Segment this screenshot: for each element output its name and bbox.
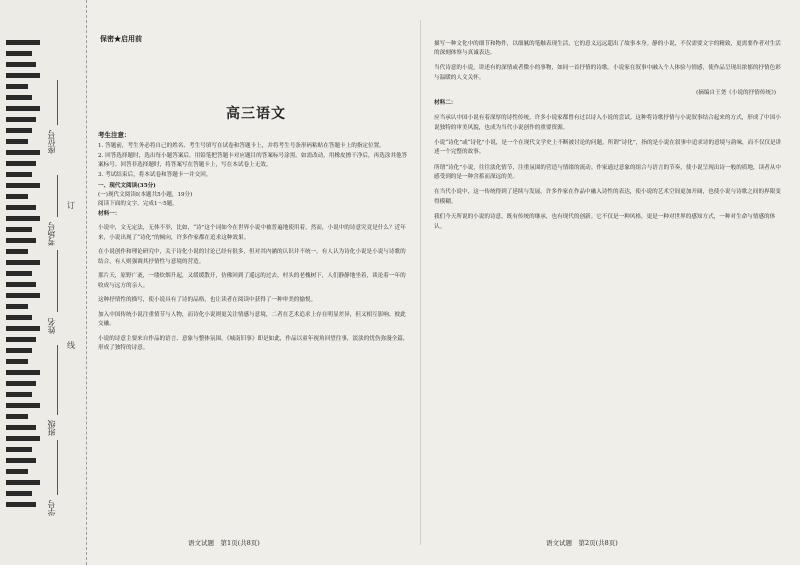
note-item: 1. 答题前，考生务必将自己的姓名、考生号填写在试卷和答题卡上，并将考生号条形码粘贴在答题卡上的指定位置。 (98, 143, 385, 149)
paragraph: 那片天，原野广袤，一缕炊烟升起，又缓缓散开，仿佛回到了遥远的过去。村头的老槐树下，人们静静地坐着，谈论着一年的收成与远方的亲人。 (98, 273, 406, 289)
paragraph: 小说“诗化”或“诗化”小说，是一个在现代文学史上不断被讨论的问题。所谓“诗化”，指的是小说在叙事中追求诗的意境与韵味，而不仅仅是讲述一个完整的故事。 (434, 139, 782, 156)
page-divider (420, 20, 421, 545)
paragraph: 我们今天所说的小说的诗意，既有传统的继承，也有现代的创新。它不仅是一种风格，更是一种对世界的感知方式，一种对生命与情感的体认。 (434, 214, 776, 230)
fill-line (57, 80, 58, 125)
page-title: 高三语文 (226, 106, 286, 122)
material-one-label: 材料一： (98, 210, 121, 217)
binding-label-class: 班级 (47, 420, 56, 436)
paragraph: 这种抒情性的描写，使小说具有了诗的品格，也让读者在阅读中获得了一种审美的愉悦。 (98, 297, 317, 304)
paragraph: 所谓“诗化”小说，往往淡化情节，注重氛围的营造与情绪的流动。作家通过意象的组合与语言的节奏，使小说呈现出诗一般的质地，读者从中感受到的是一种含蓄而深远的美。 (434, 164, 781, 181)
paragraph: 当代诗意的小说，讲述有的深情或者微小的事物，如同一首抒情的诗歌。小说家在叙事中融入个人体验与情感，使作品呈现出浓郁的抒情色彩与温暖的人文关怀。 (434, 65, 781, 81)
page-footer-left: 语文试题 第1页(共8页) (188, 539, 260, 547)
binding-label-name: 姓名 (47, 318, 56, 334)
instruction-text: 阅读下面的文字，完成1～5题。 (98, 201, 178, 208)
paragraph: 加入中国传统小说注重情节与人物，而诗化小说则更关注情感与意境，二者在艺术追求上存在明显差异，但又相互影响、彼此交融。 (98, 312, 406, 328)
binding-label-exam-room: 考场号 (47, 222, 56, 246)
fill-line (57, 440, 58, 495)
confidential-mark: 保密★启用前 (100, 34, 142, 43)
left-column (98, 182, 410, 359)
fill-line (57, 345, 58, 415)
paragraph: 应当承认中国小说有着深厚的诗性传统，许多小说家都曾有过以诗入小说的尝试。这种将诗歌抒情与小说叙事结合起来的方式，形成了中国小说独特的审美风貌，也成为当代小说创作的重要资源。 (434, 114, 781, 131)
fill-line (57, 175, 58, 217)
note-item: 2. 回答选择题时，选出每小题答案后，用铅笔把答题卡对应题目的答案标号涂黑。如需改动，用橡皮擦干净后，再选涂其他答案标号。回答非选择题时，将答案写在答题卡上，写在本试卷上无效。 (98, 152, 408, 169)
page-footer-right: 语文试题 第2页(共8页) (546, 539, 618, 547)
binding-margin (0, 0, 87, 565)
binding-label-student-id: 学号 (47, 500, 56, 516)
paragraph: 小说的诗意主要来自作品的语言、意象与整体氛围。《城南旧事》即是如此，作品以童年视角回望往事，淡淡的忧伤弥漫全篇，形成了独特的诗意。 (98, 336, 409, 352)
source-citation: (摘编自王尧《小说的抒情传统》) (696, 90, 776, 97)
notes-list (98, 142, 408, 180)
binding-label-seat: 座位号 (47, 130, 56, 154)
right-column (434, 34, 786, 238)
fill-line (57, 250, 58, 312)
subsection-heading: (一)现代文阅读Ⅰ(本题共5小题，19分) (98, 192, 193, 199)
paragraph: 在当代小说中，这一传统得到了延续与发展。许多作家在作品中融入诗性的表达，使小说的艺术空间更加开阔，也使小说与诗歌之间的界限变得模糊。 (434, 189, 781, 205)
barcode-stripes (6, 40, 42, 520)
note-item: 3. 考试结束后，将本试卷和答题卡一并交回。 (98, 171, 212, 178)
cut-mark-ding: 订 (67, 201, 75, 210)
notes-heading: 考生注意： (98, 131, 131, 139)
section-heading: 一、现代文阅读(35分) (98, 183, 156, 189)
material-two-label: 材料二： (434, 99, 457, 106)
paragraph: 小说中，文无定法，无体不举，比如，“诗”这个词如今在世界小说中被普遍地使用着，然而，小说中的诗意究竟是什么？近年来，小说出现了“诗化”的倾向，许多作家都在追求这种效果。 (98, 225, 406, 241)
cut-mark-xian: 线 (67, 341, 75, 350)
paragraph: 在小说创作和理论研究中，关于诗化小说的讨论已经有很多，但对其内涵的认识并不统一，有人认为诗化小说是小说与诗歌的结合，有人则强调其抒情性与意境的营造。 (98, 249, 406, 265)
paragraph: 描写一种文化中的细节和物件，以细腻的笔触表现生活，它的意义远远超出了故事本身。静的小说，不仅需要文字的精致，更需要作者对生活的深刻体察与真诚表达。 (434, 40, 781, 57)
